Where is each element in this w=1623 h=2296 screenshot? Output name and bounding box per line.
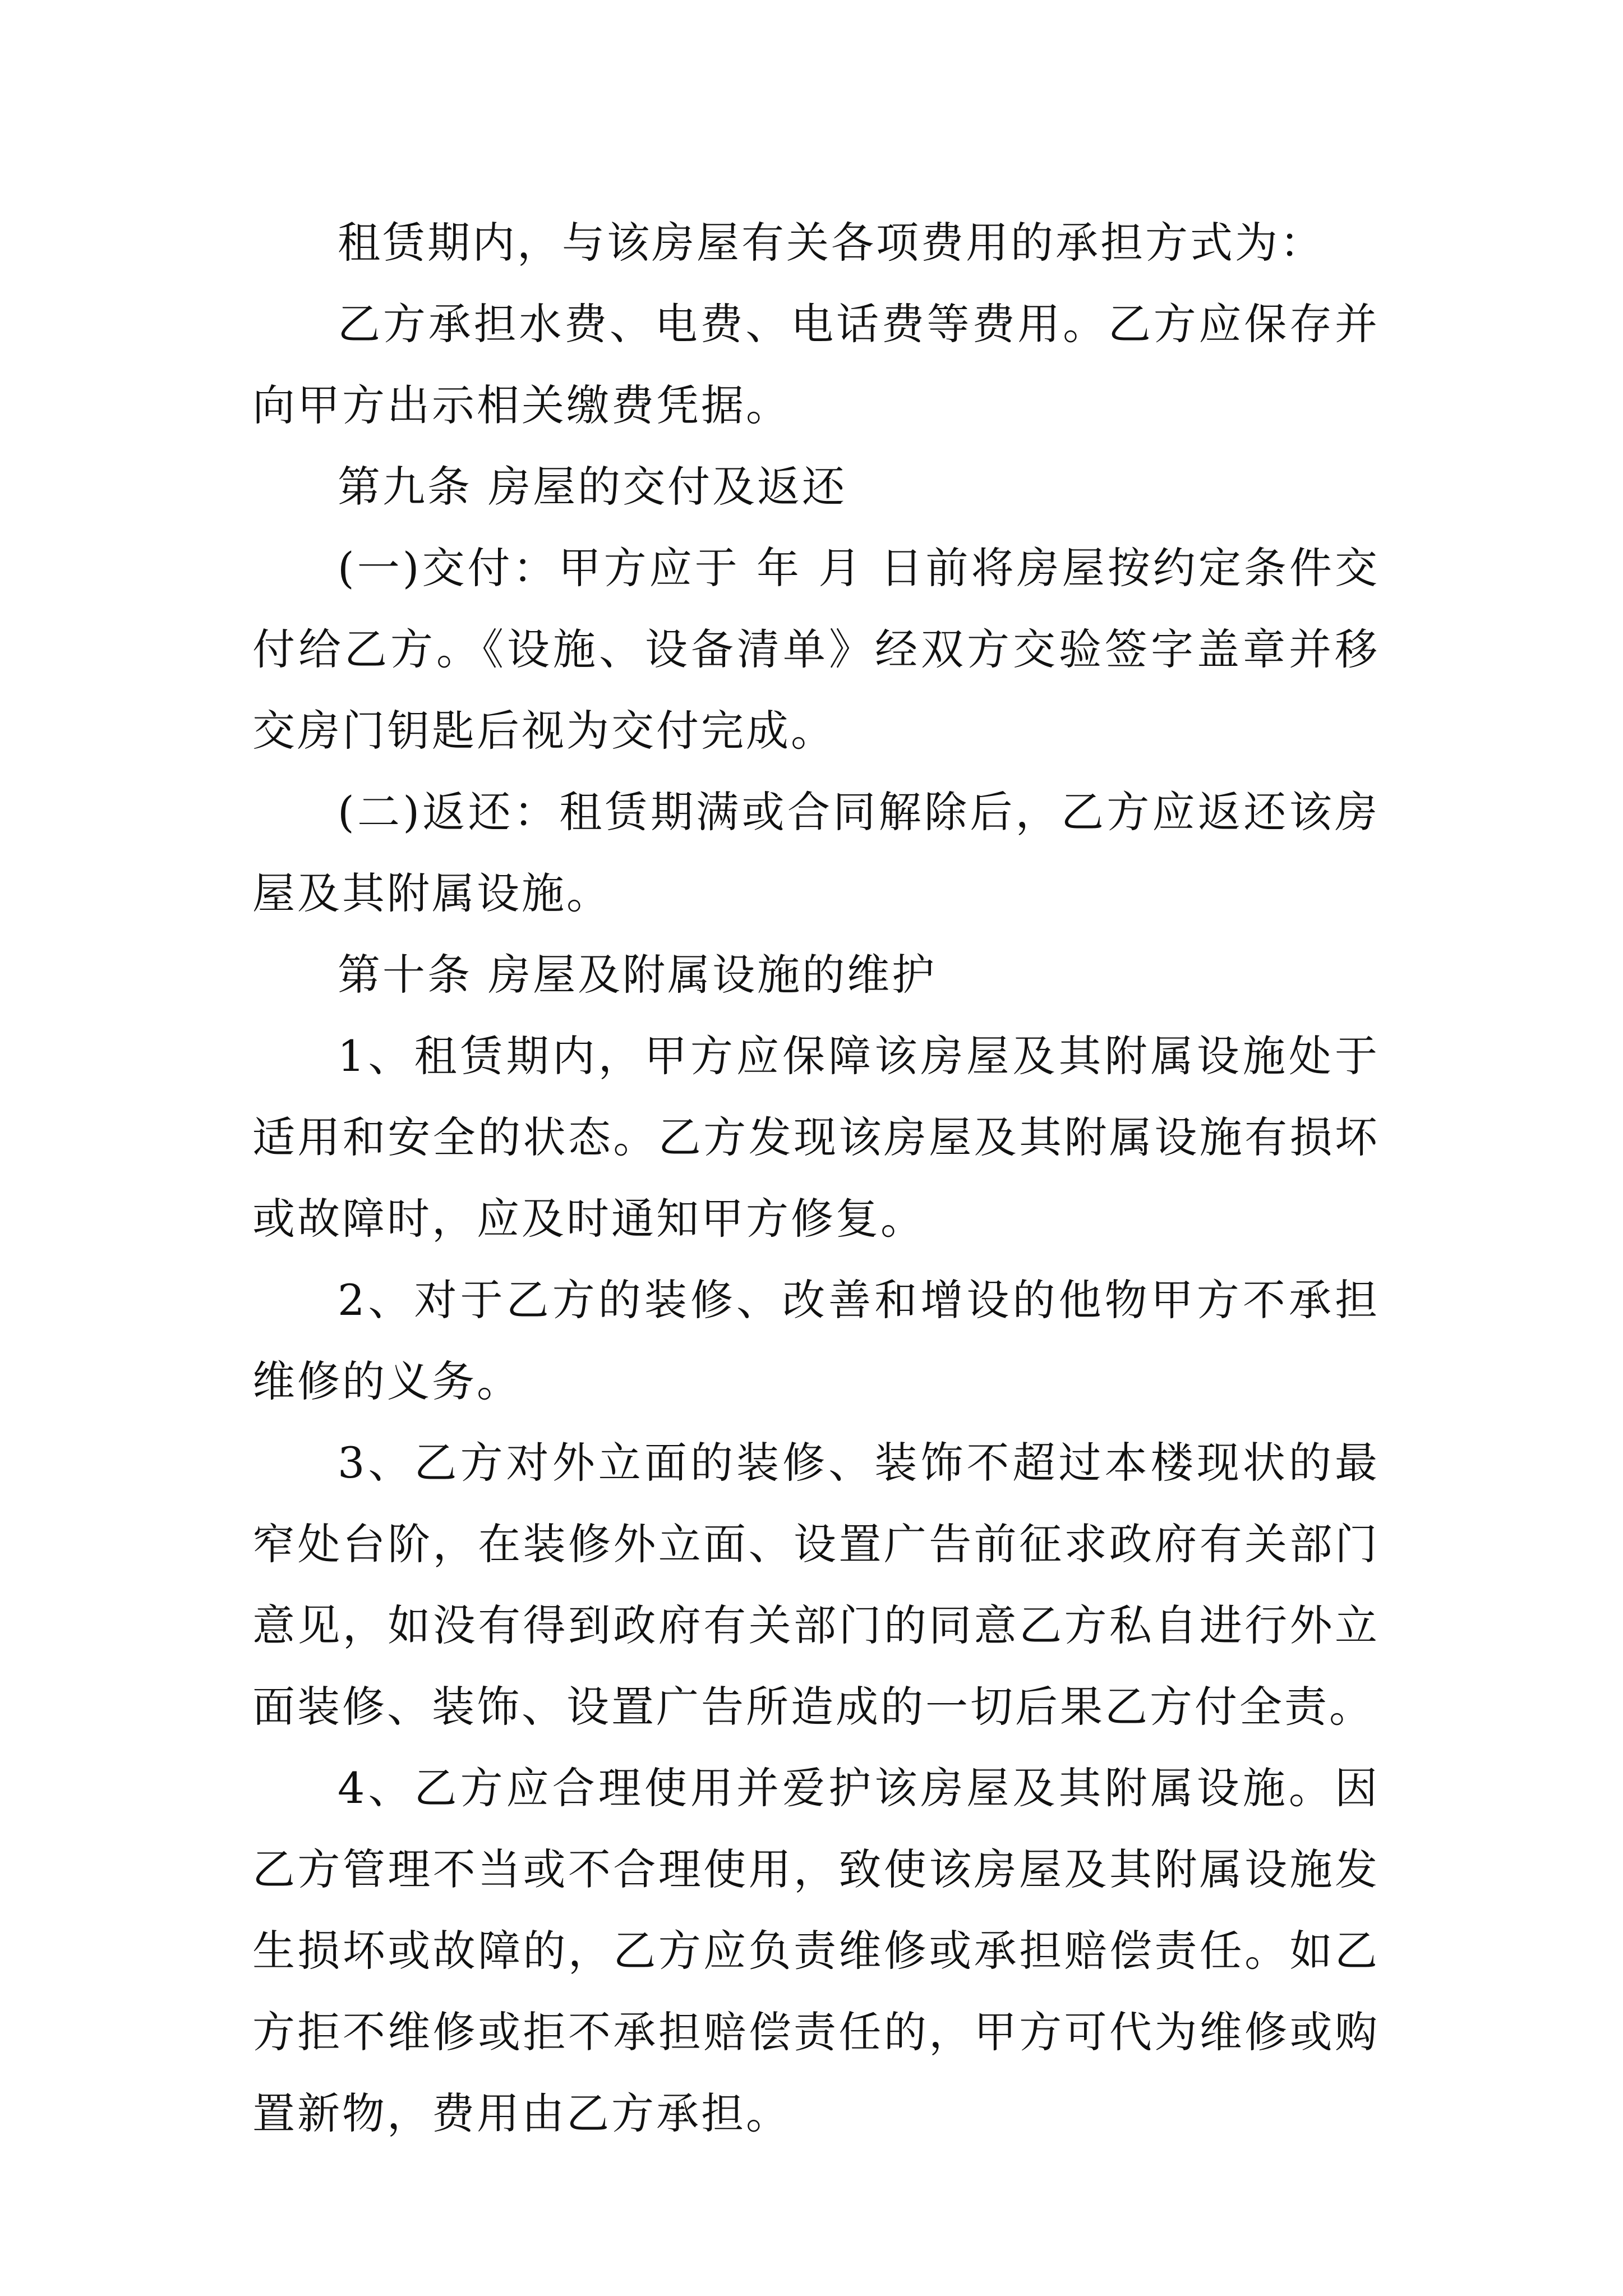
- paragraph-delivery: (一)交付：甲方应于 年 月 日前将房屋按约定条件交付给乙方。《设施、设备清单》经双方交验签字盖章并移交房门钥匙后视为交付完成。: [252, 543, 1380, 756]
- paragraph-maintenance-4: 4、乙方应合理使用并爱护该房屋及其附属设施。因乙方管理不当或不合理使用，致使该房屋及其附属设施发生损坏或故障的，乙方应负责维修或承担赔偿责任。如乙方拒不维修或拒不承担赔偿责任的，甲方可代为维修或购置新物，费用由乙方承担。: [252, 1763, 1380, 2138]
- paragraph-maintenance-1: 1、租赁期内，甲方应保障该房屋及其附属设施处于适用和安全的状态。乙方发现该房屋及其附属设施有损坏或故障时，应及时通知甲方修复。: [252, 1031, 1380, 1244]
- paragraph-expense-detail: 乙方承担水费、电费、电话费等费用。乙方应保存并向甲方出示相关缴费凭据。: [252, 299, 1380, 430]
- article-9-heading: 第九条 房屋的交付及返还: [338, 462, 847, 512]
- paragraph-maintenance-3: 3、乙方对外立面的装修、装饰不超过本楼现状的最窄处台阶，在装修外立面、设置广告前征求政府有关部门意见，如没有得到政府有关部门的同意乙方私自进行外立面装修、装饰、设置广告所造成的一切后果乙方付全责。: [252, 1438, 1380, 1732]
- paragraph-maintenance-2: 2、对于乙方的装修、改善和增设的他物甲方不承担维修的义务。: [252, 1275, 1380, 1406]
- paragraph-return: (二)返还：租赁期满或合同解除后，乙方应返还该房屋及其附属设施。: [252, 787, 1380, 918]
- article-10-heading: 第十条 房屋及附属设施的维护: [338, 950, 937, 1000]
- document-body: [252, 202, 1380, 2154]
- paragraph-expense-intro: 租赁期内，与该房屋有关各项费用的承担方式为：: [338, 218, 1325, 268]
